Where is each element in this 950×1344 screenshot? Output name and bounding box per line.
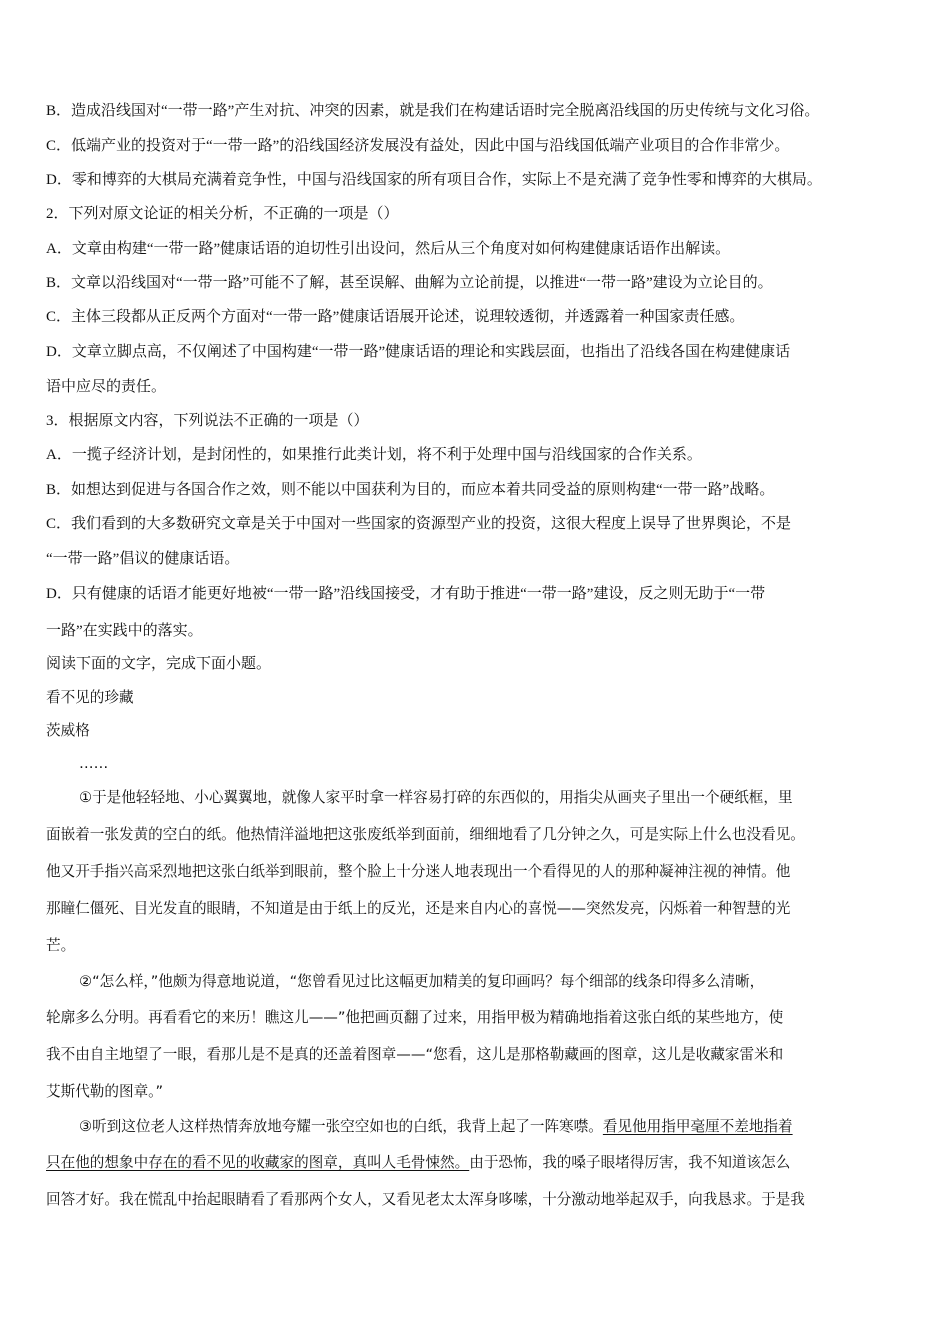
q3-option-c-line-1: C．我们看到的大多数研究文章是关于中国对一些国家的资源型产业的投资，这很大程度上误导了世界舆论，不是 <box>46 516 792 532</box>
q3-option-c-line-2: “一带一路”倡议的健康话语。 <box>46 551 240 567</box>
question-2-stem: 2．下列对原文论证的相关分析，不正确的一项是（） <box>46 206 399 222</box>
q2-option-a: A．文章由构建“一带一路”健康话语的迫切性引出设问，然后从三个角度对如何构建健康话语作出解读。 <box>46 241 731 257</box>
story-ellipsis: …… <box>79 755 109 772</box>
paragraph-1-line-3: 他又开手指兴高采烈地把这张白纸举到眼前，整个脸上十分迷人地表现出一个看得见的人的那种凝神注视的神情。他 <box>46 863 791 880</box>
paragraph-3-underlined-sentence-end: 只在他的想象中存在的看不见的收藏家的图章，真叫人毛骨悚然。 <box>46 1154 470 1171</box>
q2-option-d-line-2: 语中应尽的责任。 <box>46 379 167 395</box>
q2-option-b: B．文章以沿线国对“一带一路”可能不了解，甚至误解、曲解为立论前提，以推进“一带一路”建设为立论目的。 <box>46 275 773 291</box>
q3-option-b: B．如想达到促进与各国合作之效，则不能以中国获利为目的，而应本着共同受益的原则构建“一带一路”战略。 <box>46 482 775 498</box>
paragraph-2-line-1: ②“怎么样，”他颇为得意地说道，“您曾看见过比这幅更加精美的复印画吗？每个细部的线条印得多么清晰， <box>79 973 765 990</box>
paragraph-1-line-4: 那瞳仁僵死、目光发直的眼睛，不知道是由于纸上的反光，还是来自内心的喜悦——突然发亮，闪烁着一种智慧的光 <box>46 900 791 917</box>
paragraph-3-line-2 <box>46 1152 790 1174</box>
q2-option-d-line-1: D．文章立脚点高，不仅阐述了中国构建“一带一路”健康话语的理论和实践层面，也指出了沿线各国在构建健康话 <box>46 344 791 360</box>
story-author: 茨威格 <box>46 722 90 739</box>
paragraph-3-line-1 <box>79 1116 793 1138</box>
q3-option-a: A．一揽子经济计划，是封闭性的，如果推行此类计划，将不利于处理中国与沿线国家的合作关系。 <box>46 447 702 463</box>
q1-option-b: B．造成沿线国对“一带一路”产生对抗、冲突的因素，就是我们在构建话语时完全脱离沿线国的历史传统与文化习俗。 <box>46 103 820 119</box>
paragraph-3-line-3: 回答才好。我在慌乱中抬起眼睛看了看那两个女人，又看见老太太浑身哆嗦，十分激动地举起双手，向我恳求。于是我 <box>46 1191 805 1208</box>
paragraph-3-line-2-plain: 由于恐怖，我的嗓子眼堵得厉害，我不知道该怎么 <box>469 1154 791 1171</box>
question-3-stem: 3．根据原文内容，下列说法不正确的一项是（） <box>46 413 369 429</box>
q1-option-c: C．低端产业的投资对于“一带一路”的沿线国经济发展没有益处，因此中国与沿线国低端产业项目的合作非常少。 <box>46 138 790 154</box>
story-title: 看不见的珍藏 <box>46 689 134 706</box>
reading-intro: 阅读下面的文字，完成下面小题。 <box>46 656 272 672</box>
paragraph-2-line-3: 我不由自主地望了一眼，看那儿是不是真的还盖着图章——“您看，这儿是那格勒藏画的图章，这儿是收藏家雷米和 <box>46 1046 784 1063</box>
q1-option-d: D．零和博弈的大棋局充满着竞争性，中国与沿线国家的所有项目合作，实际上不是充满了竞争性零和博弈的大棋局。 <box>46 172 822 188</box>
paragraph-1-line-1: ①于是他轻轻地、小心翼翼地，就像人家平时拿一样容易打碎的东西似的，用指尖从画夹子里出一个硬纸框，里 <box>79 789 793 806</box>
paragraph-3-line-1-plain: ③听到这位老人这样热情奔放地夸耀一张空空如也的白纸，我背上起了一阵寒噤。 <box>79 1118 603 1135</box>
paragraph-2-line-4: 艾斯代勒的图章。” <box>46 1083 164 1100</box>
q3-option-d-line-2: 一路”在实践中的落实。 <box>46 623 203 639</box>
paragraph-1-line-2: 面嵌着一张发黄的空白的纸。他热情洋溢地把这张废纸举到面前，细细地看了几分钟之久，可是实际上什么也没看见。 <box>46 826 805 843</box>
paragraph-2-line-2: 轮廓多么分明。再看看它的来历！瞧这儿——”他把画页翻了过来，用指甲极为精确地指着这张白纸的某些地方，使 <box>46 1009 784 1026</box>
q2-option-c: C．主体三段都从正反两个方面对“一带一路”健康话语展开论述，说理较透彻，并透露着一种国家责任感。 <box>46 309 745 325</box>
paragraph-3-underlined-sentence-start: 看见他用指甲毫厘不差地指着 <box>602 1118 793 1135</box>
paragraph-1-line-5: 芒。 <box>46 937 76 954</box>
q3-option-d-line-1: D．只有健康的话语才能更好地被“一带一路”沿线国接受，才有助于推进“一带一路”建设，反之则无助于“一带 <box>46 586 766 602</box>
